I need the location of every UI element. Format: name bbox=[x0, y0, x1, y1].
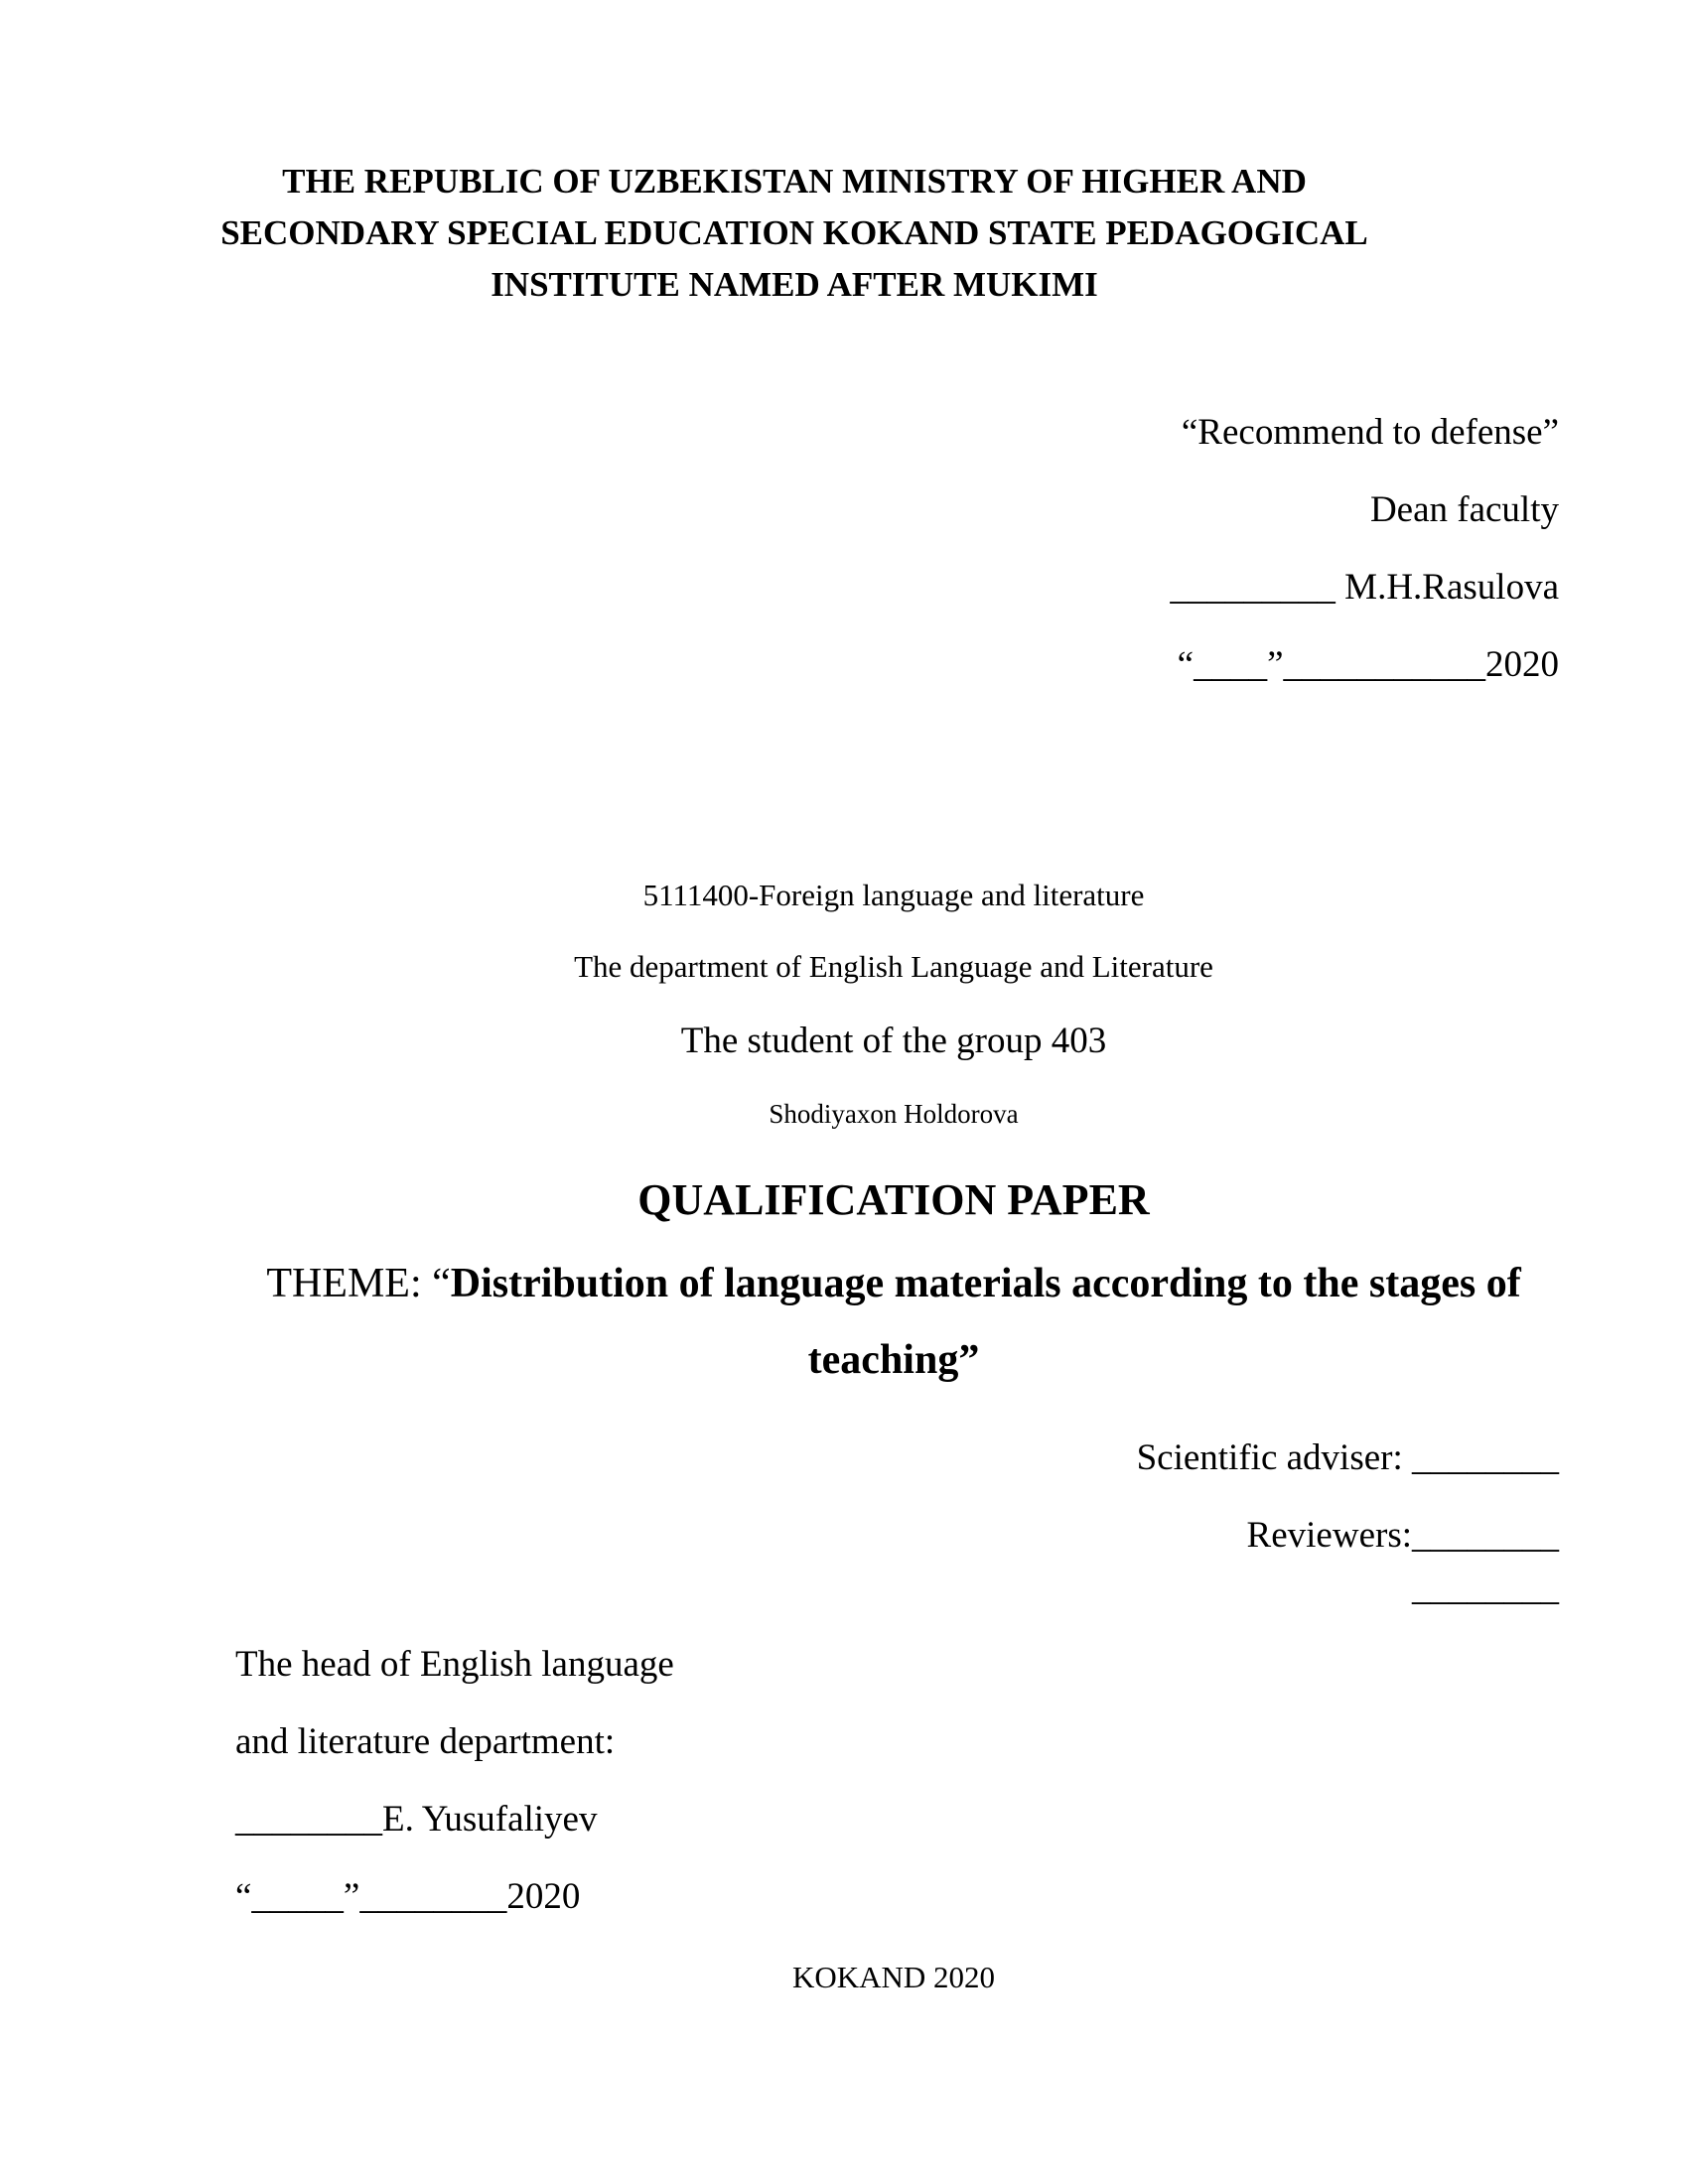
head-title-line-1: The head of English language bbox=[235, 1644, 674, 1685]
paper-type-heading: QUALIFICATION PAPER bbox=[637, 1175, 1150, 1224]
theme-line-1 bbox=[0, 1259, 1688, 1308]
specialty-code: 5111400-Foreign language and literature bbox=[642, 878, 1145, 912]
dean-signature-line: _________ M.H.Rasulova bbox=[1170, 567, 1559, 608]
head-signature-line: ________E. Yusufaliyev bbox=[235, 1799, 598, 1840]
student-group: The student of the group 403 bbox=[680, 1021, 1107, 1061]
reviewers-line: Reviewers:________ bbox=[1246, 1515, 1559, 1556]
head-title-line-2: and literature department: bbox=[235, 1721, 616, 1762]
dean-date-line: “____”___________2020 bbox=[1177, 644, 1559, 685]
reviewers-second-line: ________ bbox=[1412, 1568, 1559, 1608]
recommend-to-defense: “Recommend to defense” bbox=[1181, 412, 1559, 453]
student-name: Shodiyaxon Holdorova bbox=[769, 1099, 1019, 1129]
head-date-line: “_____”________2020 bbox=[235, 1876, 581, 1917]
scientific-adviser-line: Scientific adviser: ________ bbox=[1136, 1437, 1559, 1478]
header-line-2: SECONDARY SPECIAL EDUCATION KOKAND STATE PEDAGOGICAL bbox=[220, 213, 1368, 252]
header-line-3: INSTITUTE NAMED AFTER MUKIMI bbox=[491, 265, 1098, 304]
header-line-1: THE REPUBLIC OF UZBEKISTAN MINISTRY OF HIGHER AND bbox=[282, 162, 1307, 201]
theme-title-part-2: teaching” bbox=[807, 1337, 980, 1383]
footer-city-year: KOKAND 2020 bbox=[791, 1960, 996, 1994]
dean-faculty-label: Dean faculty bbox=[1369, 489, 1559, 530]
institution-header bbox=[199, 156, 1390, 311]
theme-prefix: THEME: “ bbox=[266, 1261, 451, 1306]
department-name: The department of English Language and Literature bbox=[574, 949, 1213, 984]
theme-title-part-1: Distribution of language materials according to the stages of bbox=[450, 1261, 1521, 1306]
